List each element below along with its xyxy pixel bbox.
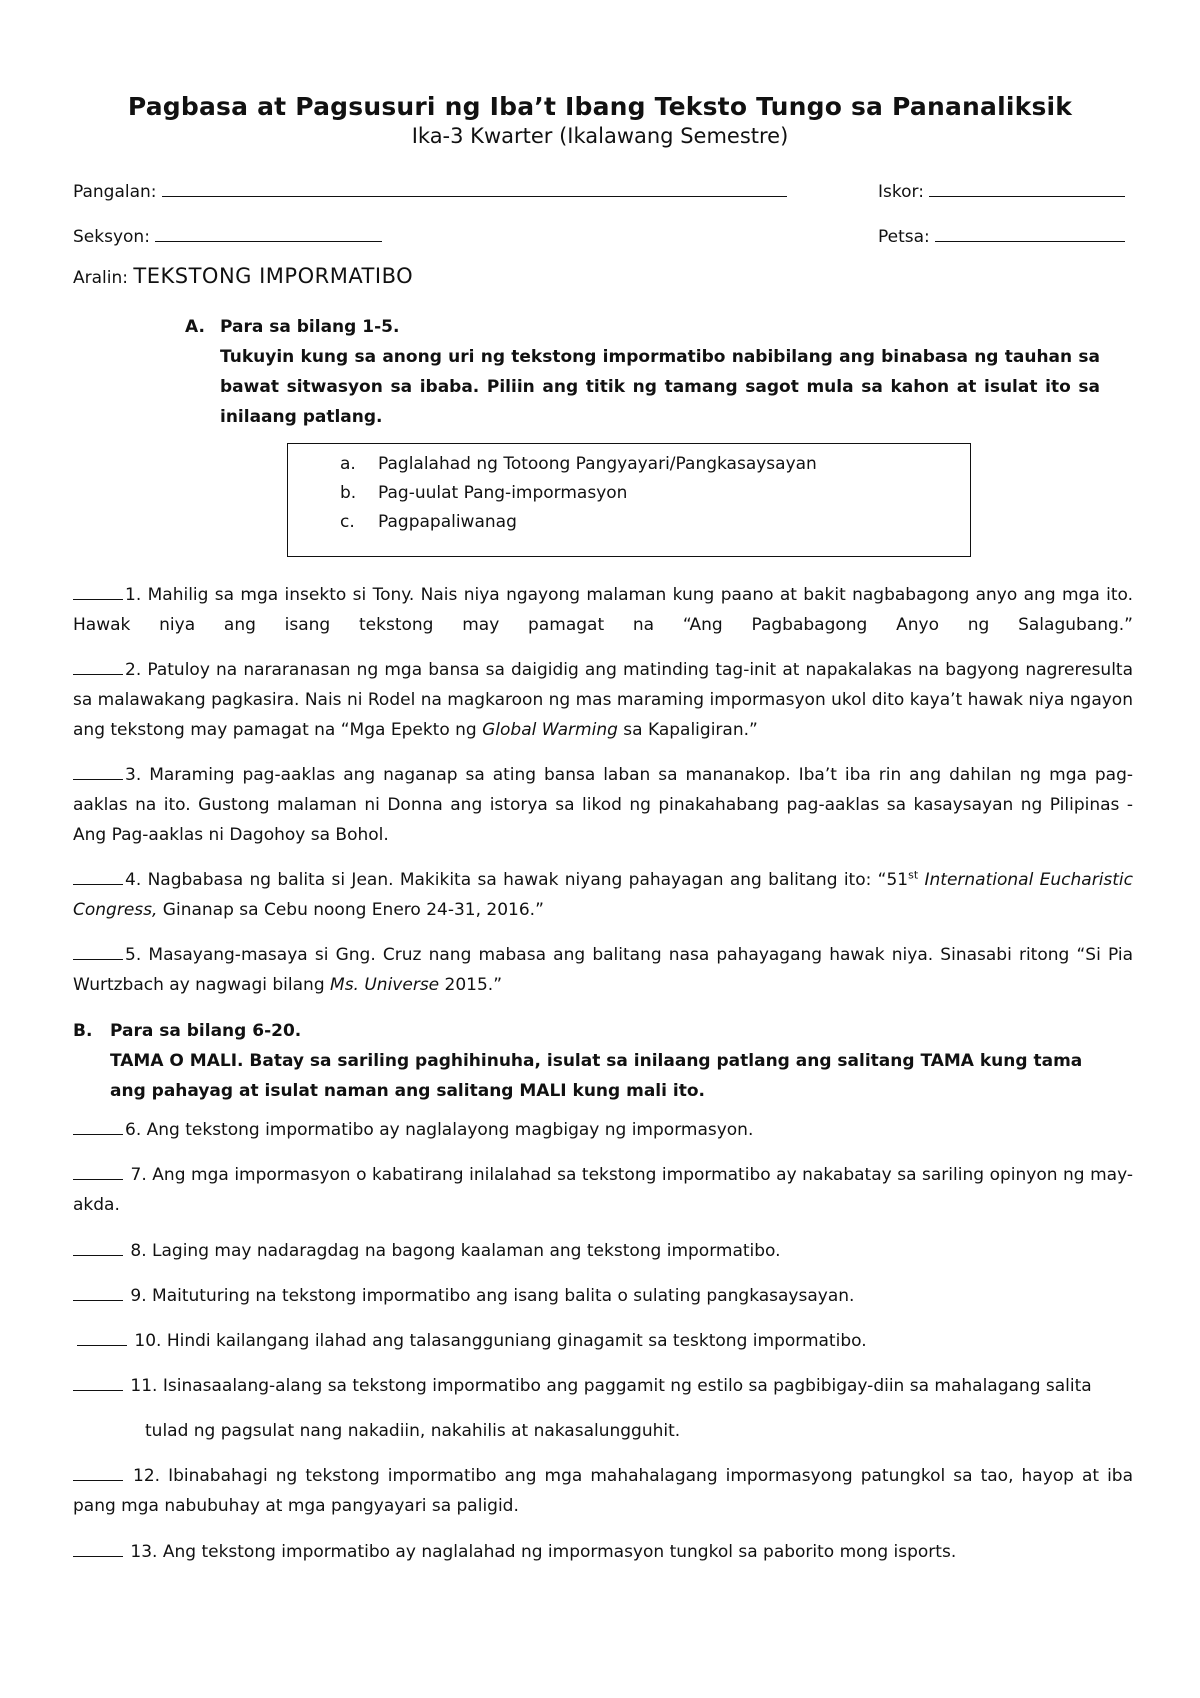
question-4 [73,865,1133,925]
aralin-topic: TEKSTONG IMPORMATIBO [133,264,414,288]
question-5 [73,940,1133,1000]
question-11 [73,1371,1133,1401]
choice-text: Paglalahad ng Totoong Pangyayari/Pangkasaysayan [378,454,817,474]
seksyon-line[interactable] [155,223,382,242]
iskor-line[interactable] [929,178,1125,197]
petsa-field[interactable] [878,223,1125,247]
pangalan-field[interactable] [73,178,787,202]
question-text: 10. Hindi kailangang ilahad ang talasangguniang ginagamit sa tesktong impormatibo. [134,1331,867,1351]
worksheet-subtitle: Ika-3 Kwarter (Ikalawang Semestre) [411,124,789,148]
question-12 [73,1461,1133,1521]
question-10 [77,1326,1137,1356]
answer-blank[interactable] [77,1329,127,1346]
question-emphasis: Ms. Universe [330,975,440,995]
question-text: 7. Ang mga impormasyon o kabatirang inilalahad sa tekstong impormatibo ay nakabatay sa sariling opinyon ng may-akda. [73,1165,1133,1215]
answer-blank[interactable] [73,1464,123,1481]
question-text: 12. Ibinabahagi ng tekstong impormatibo ang mga mahahalagang impormasyong patungkol sa tao, hayop at iba pang mga nabubuhay at mga pangyayari sa paligid. [73,1466,1134,1516]
question-text-end: 2015.” [439,975,503,995]
section-b-title: Para sa bilang 6-20. [110,1021,302,1041]
seksyon-label: Seksyon: [73,227,150,247]
choice-text: Pag-uulat Pang-impormasyon [378,483,628,503]
answer-blank[interactable] [73,1239,123,1256]
seksyon-field[interactable] [73,223,382,247]
answer-blank[interactable] [73,1284,123,1301]
answer-blank[interactable] [73,1540,123,1557]
answer-blank[interactable] [73,943,123,960]
choice-c [340,512,517,532]
petsa-label: Petsa: [878,227,930,247]
question-text: tulad ng pagsulat nang nakadiin, nakahilis at nakasalungguhit. [145,1421,681,1441]
question-text: Nagbabasa ng balita si Jean. Makikita sa hawak niyang pahayagan ang balitang ito: “51 [147,870,909,890]
question-number: 4. [125,870,142,890]
question-text-end: sa Kapaligiran.” [617,720,758,740]
answer-blank[interactable] [73,868,123,885]
worksheet-title: Pagbasa at Pagsusuri ng Iba’t Ibang Teksto Tungo sa Pananaliksik [127,92,1073,121]
section-a-label: A. [185,317,205,337]
choice-text: Pagpapaliwanag [378,512,517,532]
answer-blank[interactable] [73,583,123,600]
question-text: 8. Laging may nadaragdag na bagong kaalaman ang tekstong impormatibo. [130,1241,781,1261]
question-number: 1. [125,585,142,605]
choice-a [340,454,817,474]
question-number: 2. [125,660,142,680]
question-3 [73,760,1133,850]
question-11-continued [145,1416,1125,1446]
question-8 [73,1236,1133,1266]
choices-box [287,443,971,557]
question-6 [73,1115,1133,1145]
iskor-field[interactable] [878,178,1125,202]
question-7 [73,1160,1133,1220]
question-text-end: Ginanap sa Cebu noong Enero 24-31, 2016.” [157,900,544,920]
section-b-label: B. [73,1021,93,1041]
answer-blank[interactable] [73,763,123,780]
question-text: Maraming pag-aaklas ang naganap sa ating bansa laban sa mananakop. Iba’t iba rin ang dahilan ng mga pag-aaklas na ito. Gustong malaman ni Donna ang istorya sa likod ng pinakahabang pag-aaklas sa kasaysayan ng Pilipinas - Ang Pag-aaklas ni Dagohoy sa Bohol. [73,765,1133,845]
answer-blank[interactable] [73,1118,123,1135]
pangalan-label: Pangalan: [73,182,157,202]
question-13 [73,1537,1133,1567]
question-number: 5. [125,945,142,965]
question-emphasis: International Eucharistic Congress, [73,870,1134,920]
question-9 [73,1281,1133,1311]
aralin-label: Aralin: [73,268,128,288]
question-text: 6. Ang tekstong impormatibo ay naglalayong magbigay ng impormasyon. [125,1120,754,1140]
section-a-title: Para sa bilang 1-5. [220,317,400,337]
question-text: Mahilig sa mga insekto si Tony. Nais niya ngayong malaman kung paano at bakit nagbabagong anyo ang mga ito. Hawak niya ang isang tekstong may pamagat na “Ang Pagbabagong Anyo ng Salagubang.” [73,585,1134,635]
pangalan-line[interactable] [162,178,787,197]
question-text: 11. Isinasaalang-alang sa tekstong impormatibo ang paggamit ng estilo sa pagbibigay-diin sa mahalagang salita [130,1376,1092,1396]
answer-blank[interactable] [73,1163,123,1180]
question-emphasis: Global Warming [482,720,618,740]
iskor-label: Iskor: [878,182,924,202]
question-text: Masayang-masaya si Gng. Cruz nang mabasa ang balitang nasa pahayagang hawak niya. Sinasabi ritong “Si Pia Wurtzbach ay nagwagi bilang [73,945,1133,995]
section-b-instructions: TAMA O MALI. Batay sa sariling paghihinuha, isulat sa inilaang patlang ang salitang TAMA kung tama ang pahayag at isulat naman ang salitang MALI kung mali ito. [110,1051,1083,1101]
question-2 [73,655,1133,745]
question-1 [73,580,1133,640]
question-text: 9. Maituturing na tekstong impormatibo ang isang balita o sulating pangkasaysayan. [130,1286,855,1306]
question-text: Patuloy na nararanasan ng mga bansa sa daigidig ang matinding tag-init at napakalakas na bagyong nagreresulta sa malawakang pagkasira. Nais ni Rodel na magkaroon ng mas maraming impormasyon ukol dito kaya’t hawak niya ngayon ang tekstong may pamagat na “Mga Epekto ng [73,660,1134,740]
ordinal-suffix: st [908,868,919,882]
answer-blank[interactable] [73,1374,123,1391]
choice-key: b. [340,483,357,503]
choice-b [340,483,627,503]
choice-key: a. [340,454,356,474]
question-text: 13. Ang tekstong impormatibo ay naglalahad ng impormasyon tungkol sa paborito mong isports. [130,1542,957,1562]
section-a-instructions: Tukuyin kung sa anong uri ng tekstong impormatibo nabibilang ang binabasa ng tauhan sa bawat sitwasyon sa ibaba. Piliin ang titik ng tamang sagot mula sa kahon at isulat ito sa inilaang patlang. [220,347,1100,427]
question-number: 3. [125,765,142,785]
petsa-line[interactable] [935,223,1125,242]
answer-blank[interactable] [73,658,123,675]
aralin-line [73,264,413,288]
choice-key: c. [340,512,355,532]
